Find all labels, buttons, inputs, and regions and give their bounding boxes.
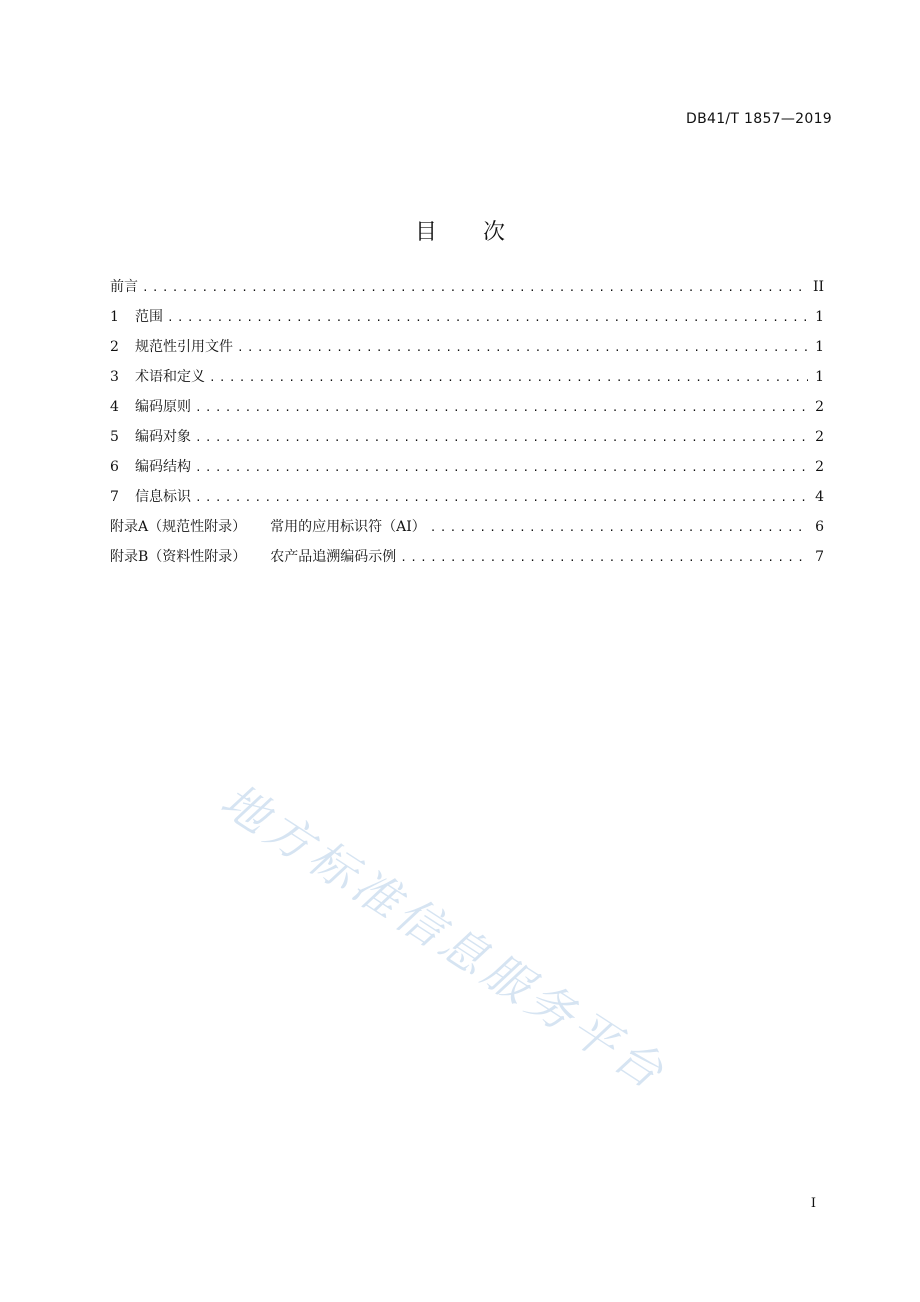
toc-entry-number: 4	[110, 399, 119, 415]
toc-entry-label: 规范性引用文件	[135, 339, 233, 355]
toc-entry-label: 附录A（规范性附录）	[110, 519, 247, 535]
toc-entry-number: 1	[110, 309, 119, 325]
toc-entry-page: 1	[815, 339, 824, 355]
toc-entry-label: 信息标识	[135, 489, 191, 505]
toc-list	[110, 276, 824, 576]
toc-leader-dots	[430, 521, 808, 534]
page-number: I	[810, 1196, 816, 1211]
toc-leader-dots	[209, 371, 808, 384]
toc-entry-label: 术语和定义	[135, 369, 205, 385]
toc-entry-coding-principles[interactable]	[110, 396, 824, 426]
toc-entry-number: 3	[110, 369, 119, 385]
toc-entry-appendix-a[interactable]	[110, 516, 824, 546]
toc-entry-scope[interactable]	[110, 306, 824, 336]
toc-entry-foreword[interactable]	[110, 276, 824, 306]
toc-leader-dots	[195, 431, 808, 444]
toc-leader-dots	[195, 461, 808, 474]
toc-entry-page: 4	[815, 489, 824, 505]
toc-entry-subtitle: 常用的应用标识符（AI）	[270, 519, 426, 535]
toc-entry-terms-definitions[interactable]	[110, 366, 824, 396]
toc-entry-label: 附录B（资料性附录）	[110, 549, 247, 565]
toc-entry-page: 1	[815, 309, 824, 325]
toc-leader-dots	[142, 281, 807, 294]
toc-title-part2: 次	[483, 219, 506, 245]
toc-entry-page: 2	[815, 429, 824, 445]
toc-entry-label: 前言	[110, 279, 138, 295]
toc-entry-page: II	[812, 279, 824, 295]
watermark-text: 地方标准信息服务平台	[211, 772, 678, 1102]
toc-entry-number: 6	[110, 459, 119, 475]
toc-entry-number: 7	[110, 489, 119, 505]
toc-title	[0, 215, 920, 246]
document-code: DB41/T 1857—2019	[686, 111, 832, 127]
toc-entry-label: 编码对象	[135, 429, 191, 445]
toc-entry-information-identification[interactable]	[110, 486, 824, 516]
toc-entry-page: 6	[815, 519, 824, 535]
toc-entry-coding-objects[interactable]	[110, 426, 824, 456]
toc-entry-number: 5	[110, 429, 119, 445]
toc-entry-page: 2	[815, 459, 824, 475]
toc-entry-subtitle: 农产品追溯编码示例	[270, 549, 397, 565]
toc-title-part1: 目	[414, 219, 437, 245]
toc-leader-dots	[237, 341, 808, 354]
toc-leader-dots	[167, 311, 808, 324]
toc-entry-page: 7	[815, 549, 824, 565]
toc-leader-dots	[400, 551, 808, 564]
toc-leader-dots	[195, 401, 808, 414]
toc-entry-label: 编码原则	[135, 399, 191, 415]
toc-entry-normative-references[interactable]	[110, 336, 824, 366]
toc-entry-label: 范围	[135, 309, 163, 325]
toc-leader-dots	[195, 491, 808, 504]
toc-entry-number: 2	[110, 339, 119, 355]
toc-entry-page: 2	[815, 399, 824, 415]
toc-entry-coding-structure[interactable]	[110, 456, 824, 486]
toc-entry-page: 1	[815, 369, 824, 385]
toc-entry-label: 编码结构	[135, 459, 191, 475]
toc-entry-appendix-b[interactable]	[110, 546, 824, 576]
